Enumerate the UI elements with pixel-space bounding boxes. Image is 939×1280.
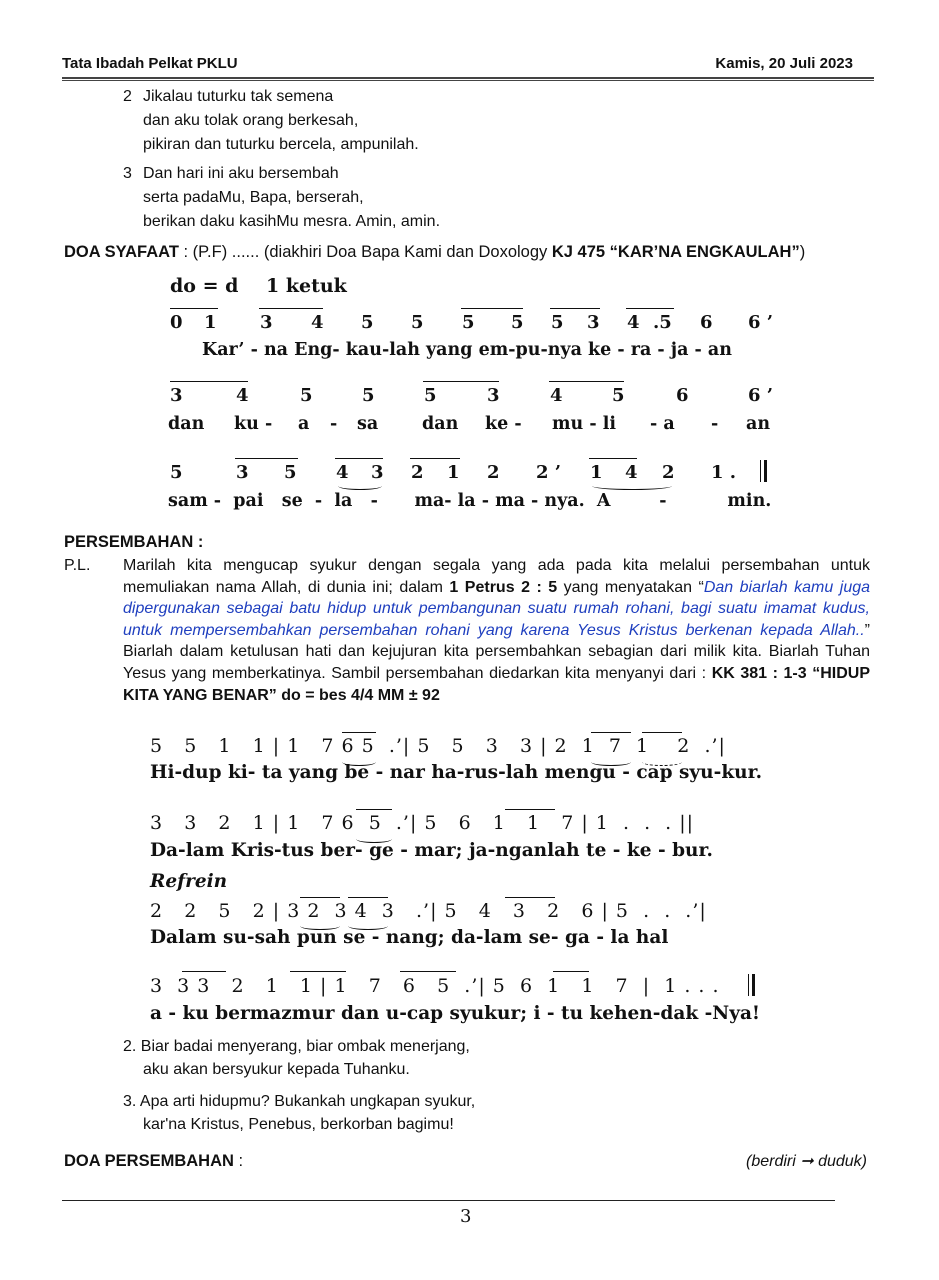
note: 4 bbox=[550, 385, 563, 406]
beam bbox=[356, 809, 392, 810]
note: 6 bbox=[700, 312, 713, 333]
beam bbox=[550, 308, 600, 309]
hymn2-line1-lyrics: Hi-dup ki- ta yang be - nar ha-rus-lah mengu - cap syu-kur. bbox=[150, 762, 763, 783]
speaker-label: P.L. bbox=[64, 557, 91, 574]
verse-line: dan aku tolak orang berkesah, bbox=[143, 112, 359, 129]
beam bbox=[342, 732, 376, 733]
beam bbox=[505, 897, 555, 898]
posture-note: (berdiri ➞ duduk) bbox=[745, 1153, 867, 1170]
verse-number: 3 bbox=[123, 165, 132, 182]
syllable: sa bbox=[357, 414, 379, 434]
hymn1-row1-lyrics: Kar’ - na Eng- kau-lah yang em-pu-nya ke - ra - ja - an bbox=[202, 340, 732, 360]
syllable: - a bbox=[650, 414, 675, 434]
note: 2 ’ bbox=[536, 462, 562, 483]
hymn1-key: do = d bbox=[170, 275, 239, 297]
final-barline bbox=[760, 460, 767, 482]
beam bbox=[400, 971, 456, 972]
note: 5 bbox=[284, 462, 297, 483]
verse-line: Jikalau tuturku tak semena bbox=[143, 88, 334, 105]
beam bbox=[290, 971, 346, 972]
note: 3 bbox=[236, 462, 249, 483]
paragraph-text: Marilah kita mengucap syukur dengan segala yang ada pada kita melalui persembahan untuk memuliakan nama Allah, di dunia ini; dalam bbox=[123, 557, 870, 596]
verse-number: 2 bbox=[123, 88, 132, 105]
persembahan-paragraph bbox=[123, 555, 870, 706]
doa-syafaat-close: ) bbox=[799, 243, 806, 261]
slur bbox=[591, 758, 631, 766]
hymn2-line2-lyrics: Da-lam Kris-tus ber- ge - mar; ja-nganlah te - ke - bur. bbox=[150, 840, 713, 861]
note: 5 bbox=[411, 312, 424, 333]
syllable: dan bbox=[168, 414, 205, 434]
slur bbox=[342, 758, 376, 766]
note: 1 bbox=[447, 462, 460, 483]
verse-line: 3. Apa arti hidupmu? Bukankah ungkapan syukur, bbox=[123, 1093, 476, 1110]
note: 3 bbox=[260, 312, 273, 333]
slur bbox=[356, 835, 392, 843]
beam bbox=[259, 308, 323, 309]
note: 3 bbox=[587, 312, 600, 333]
note: 4 bbox=[627, 312, 640, 333]
footer-rule bbox=[62, 1200, 835, 1201]
verse-line: Dan hari ini aku bersembah bbox=[143, 165, 339, 182]
beam bbox=[335, 458, 383, 459]
beam bbox=[642, 732, 682, 733]
syllable: dan bbox=[422, 414, 459, 434]
hymn2-line1-notes: 5 5 1 1 | 1 7 6 5 .’| 5 5 3 3 | 2 1 7 1 2 .’| bbox=[150, 735, 726, 757]
syllable: mu - li bbox=[552, 414, 616, 434]
note: 1 . bbox=[711, 462, 737, 483]
doa-persembahan-label: DOA PERSEMBAHAN bbox=[64, 1152, 234, 1170]
hymn2-line4-lyrics: a - ku bermazmur dan u-cap syukur; i - tu kehen-dak -Nya! bbox=[150, 1003, 761, 1024]
beam bbox=[410, 458, 460, 459]
beam bbox=[461, 308, 523, 309]
syllable: ke - bbox=[485, 414, 522, 434]
note: 1 bbox=[204, 312, 217, 333]
slur bbox=[300, 922, 340, 930]
slur bbox=[348, 922, 388, 930]
note: 3 bbox=[170, 385, 183, 406]
slur bbox=[642, 758, 682, 766]
hymn2-line3-notes: 2 2 5 2 | 3 2 3 4 3 .’| 5 4 3 2 6 | 5 . . .’| bbox=[150, 900, 707, 922]
note: 6 bbox=[676, 385, 689, 406]
hymn2-line3-lyrics: Dalam su-sah pun se - nang; da-lam se- ga - la hal bbox=[150, 927, 669, 948]
scripture-ref: 1 Petrus 2 : 5 bbox=[449, 578, 558, 596]
verse-line: aku akan bersyukur kepada Tuhanku. bbox=[143, 1061, 410, 1078]
doa-persembahan-line bbox=[64, 1151, 243, 1172]
note: 6 ’ bbox=[748, 312, 774, 333]
paragraph-text: ” Biarlah dalam ketulusan hati dan kejujuran kita persembahkan sebagian dari milik kita. Biarlah Tuhan Yesus yang memberkatinya. Sambil persembahan diedarkan kita menyanyi dari : bbox=[123, 621, 870, 682]
beam bbox=[549, 381, 624, 382]
beam bbox=[300, 897, 340, 898]
beam bbox=[423, 381, 499, 382]
syllable: a bbox=[298, 414, 310, 434]
beam bbox=[235, 458, 298, 459]
note: 5 bbox=[424, 385, 437, 406]
doa-syafaat-label: DOA SYAFAAT bbox=[64, 243, 179, 261]
note: 3 bbox=[371, 462, 384, 483]
hymn1-row3-lyrics: sam - pai se - la - ma- la - ma - nya. A - min. bbox=[168, 491, 772, 511]
doa-persembahan-colon: : bbox=[233, 1152, 244, 1170]
song-reference: KK 381 : 1-3 “HIDUP KITA YANG BENAR” do = bes 4/4 MM ± 92 bbox=[123, 664, 870, 704]
note: 2 bbox=[662, 462, 675, 483]
persembahan-title: PERSEMBAHAN : bbox=[64, 533, 204, 551]
note: 4 bbox=[625, 462, 638, 483]
note: 4 bbox=[311, 312, 324, 333]
beam bbox=[591, 732, 631, 733]
verse-line: kar'na Kristus, Penebus, berkorban bagimu! bbox=[143, 1116, 454, 1133]
note: 5 bbox=[170, 462, 183, 483]
beam bbox=[170, 381, 248, 382]
beam bbox=[348, 897, 388, 898]
note: 3 bbox=[487, 385, 500, 406]
slur bbox=[338, 482, 382, 490]
note: 4 bbox=[236, 385, 249, 406]
verse-line: serta padaMu, Bapa, berserah, bbox=[143, 189, 364, 206]
beam bbox=[505, 809, 555, 810]
note: 4 bbox=[336, 462, 349, 483]
final-barline bbox=[748, 974, 755, 996]
page-number: 3 bbox=[460, 1206, 472, 1227]
doa-syafaat-text: : (P.F) ...... (diakhiri Doa Bapa Kami dan Doxology bbox=[178, 243, 552, 261]
verse-line: 2. Biar badai menyerang, biar ombak menerjang, bbox=[123, 1038, 470, 1055]
note: 5 bbox=[362, 385, 375, 406]
note: .5 bbox=[653, 312, 672, 333]
syllable: an bbox=[746, 414, 771, 434]
scripture-quote: Dan biarlah kamu juga dipergunakan sebagai batu hidup untuk pembangunan suatu rumah rohani, bagi suatu imamat kudus, untuk mempersembahkan persembahan rohani yang karena Yesus Kristus berkenan kepada Allah.. bbox=[123, 578, 871, 639]
header-date: Kamis, 20 Juli 2023 bbox=[715, 55, 853, 72]
note: 5 bbox=[511, 312, 524, 333]
beam bbox=[170, 308, 218, 309]
syllable: - bbox=[330, 414, 338, 434]
note: 2 bbox=[411, 462, 424, 483]
note: 5 bbox=[612, 385, 625, 406]
note: 2 bbox=[487, 462, 500, 483]
doa-syafaat-song: KJ 475 “KAR’NA ENGKAULAH” bbox=[551, 243, 800, 261]
refrain-label: Refrein bbox=[150, 871, 228, 892]
slur bbox=[592, 482, 672, 490]
note: 1 bbox=[590, 462, 603, 483]
hymn1-beat: 1 ketuk bbox=[266, 275, 347, 297]
header-title: Tata Ibadah Pelkat PKLU bbox=[62, 55, 238, 72]
header-rule bbox=[62, 77, 874, 81]
doa-syafaat-line bbox=[64, 242, 805, 263]
note: 0 bbox=[170, 312, 183, 333]
paragraph-text: yang menyatakan “ bbox=[557, 578, 704, 596]
beam bbox=[626, 308, 674, 309]
note: 5 bbox=[361, 312, 374, 333]
syllable: - bbox=[711, 414, 719, 434]
beam bbox=[589, 458, 637, 459]
beam bbox=[182, 971, 226, 972]
verse-line: berikan daku kasihMu mesra. Amin, amin. bbox=[143, 213, 441, 230]
note: 5 bbox=[551, 312, 564, 333]
beam bbox=[553, 971, 589, 972]
note: 5 bbox=[462, 312, 475, 333]
hymn2-line2-notes: 3 3 2 1 | 1 7 6 5 .’| 5 6 1 1 7 | 1 . . . || bbox=[150, 812, 695, 834]
syllable: ku - bbox=[234, 414, 273, 434]
verse-line: pikiran dan tuturku bercela, ampunilah. bbox=[143, 136, 419, 153]
note: 6 ’ bbox=[748, 385, 774, 406]
hymn2-line4-notes: 3 3 3 2 1 1 | 1 7 6 5 .’| 5 6 1 1 7 | 1 . . . bbox=[150, 975, 720, 997]
note: 5 bbox=[300, 385, 313, 406]
